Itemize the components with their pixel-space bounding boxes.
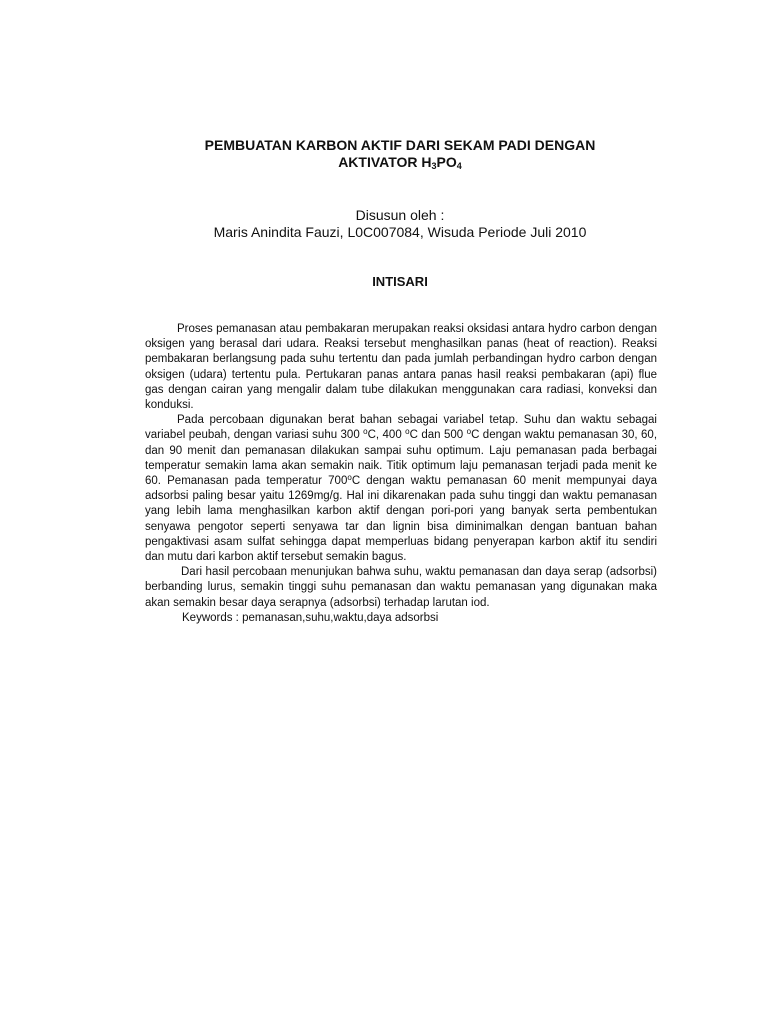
title-line-2-prefix: AKTIVATOR H: [338, 154, 432, 170]
p2-text-1: Pada percobaan digunakan berat bahan sebagai variabel tetap. Suhu dan waktu sebagai variabel peubah, dengan variasi suhu 300: [145, 414, 657, 442]
author-block: [0, 207, 768, 241]
keywords-line: Keywords : pemanasan,suhu,waktu,daya adsorbsi: [182, 611, 439, 624]
abstract-paragraph-2: [145, 413, 657, 565]
degree-symbol: o: [466, 427, 472, 437]
abstract-paragraph-3: Dari hasil percobaan menunjukan bahwa suhu, waktu pemanasan dan daya serap (adsorbsi) berbanding lurus, semakin tinggi suhu pemanasan dan waktu pemanasan yang digunakan maka akan semakin besar daya serapnya (adsorbsi) terhadap larutan iod.: [145, 566, 657, 609]
degree-symbol: o: [405, 427, 410, 437]
section-heading-intisari: INTISARI: [372, 274, 428, 289]
title-line-2: [338, 154, 462, 170]
title-line-1: PEMBUATAN KARBON AKTIF DARI SEKAM PADI DENGAN: [204, 137, 596, 153]
abstract-body: [145, 322, 657, 626]
subscript-3: 3: [431, 161, 437, 171]
title-line-2-mid: PO: [436, 154, 457, 170]
p2-text-5: C dengan waktu pemanasan 60 menit mempunyai daya adsorbsi paling besar yaitu 1269mg/g. Hal ini dikarenakan pada suhu tinggi dan waktu pemanasan yang lebih lama menghasilkan karbon aktif dengan pori-pori yang banyak serta pembentukan senyawa pengotor seperti senyawa tar dan lignin bisa diminimalkan dengan bantuan bahan pengaktivasi asam sulfat sehingga dapat memperluas bidang penyerapan karbon aktif itu sendiri dan mutu dari karbon aktif tersebut semakin bagus.: [145, 475, 657, 564]
p2-text-4: C dengan waktu pemanasan 30, 60, dan 90 menit dan pemanasan dilakukan sampai suhu optimum. Laju pemanasan pada berbagai temperatur semakin lama akan semakin naik. Titik optimum laju pemanasan terjadi pada menit ke 60. Pemanasan pada temperatur 700: [145, 429, 658, 488]
subscript-4: 4: [456, 161, 462, 171]
p2-text-3: C dan 500: [409, 429, 467, 442]
degree-symbol: o: [363, 427, 368, 437]
degree-symbol: o: [347, 473, 352, 483]
prepared-by-label: Disusun oleh :: [355, 207, 445, 223]
abstract-paragraph-1: Proses pemanasan atau pembakaran merupakan reaksi oksidasi antara hydro carbon dengan oksigen yang berasal dari udara. Reaksi tersebut menghasilkan panas (heat of reaction). Reaksi pembakaran berlangsung pada suhu tertentu dan pada jumlah perbandingan hydro carbon dengan oksigen (udara) tertentu pula. Pertukaran panas antara panas hasil reaksi pembakaran (api) flue gas dengan cairan yang mengalir dalam tube dilakukan menggunakan cara radiasi, konveksi dan konduksi.: [145, 323, 657, 412]
p2-text-2: C, 400: [367, 429, 406, 442]
document-title: [0, 137, 768, 171]
author-line: Maris Anindita Fauzi, L0C007084, Wisuda Periode Juli 2010: [213, 224, 587, 240]
